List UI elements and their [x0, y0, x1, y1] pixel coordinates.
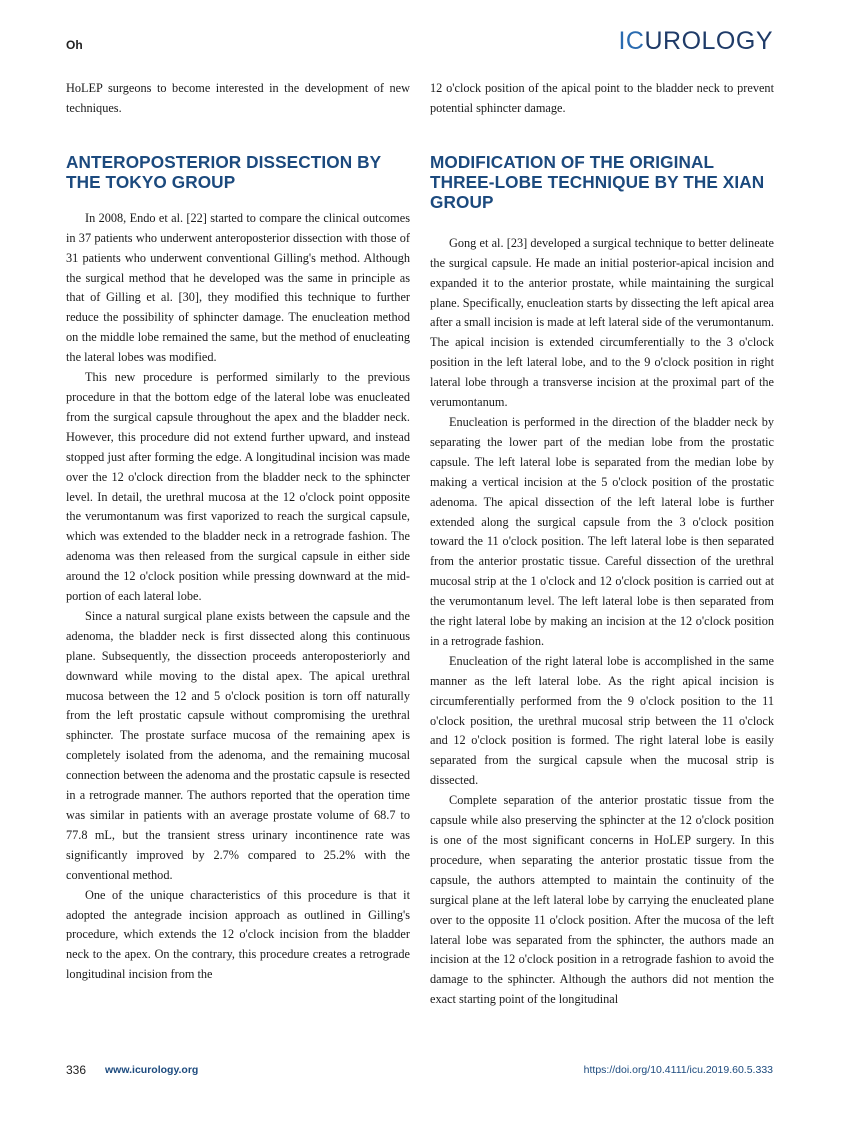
doi-link[interactable]: https://doi.org/10.4111/icu.2019.60.5.333: [583, 1064, 773, 1076]
section-heading-tokyo: ANTEROPOSTERIOR DISSECTION BY THE TOKYO GROUP: [66, 151, 381, 192]
journal-logo-ic: IC: [618, 27, 645, 55]
running-header-author: Oh: [66, 38, 83, 52]
body-paragraph: One of the unique characteristics of this procedure is that it adopted the antegrade incision approach as outlined in Gilling's procedure, which extends the 12 o'clock incision from the bladder neck to the apex. On the contrary, this procedure creates a retrograde longitudinal incision from the: [66, 887, 410, 982]
body-paragraph: Enucleation is performed in the direction of the bladder neck by separating the lower part of the median lobe from the prostatic capsule. The left lateral lobe is separated from the median lobe by making a vertical incision at the 5 o'clock position of the prostatic adenoma. The apical dissection of the left lateral lobe is further extended along the surgical capsule from the 3 o'clock position toward the 11 o'clock position. The left lateral lobe is then separated from the anterior prostatic tissue. Careful dissection of the urethral mucosal strip at the 1 o'clock and 12 o'clock position is carried out at the verumontanum level. The left lateral lobe is then separated from the right lateral lobe by making an incision at the 12 o'clock position in a retrograde fashion.: [430, 414, 774, 648]
body-paragraph: Complete separation of the anterior prostatic tissue from the capsule while also preserving the sphincter at the 12 o'clock position is one of the most significant concerns in HoLEP surgery. In this procedure, when separating the anterior prostatic tissue from the capsule, the authors attempted to maintain the continuity of the surgical plane at the left lateral lobe by carrying the enucleated plane over to the opposite 11 o'clock position. After the mucosa of the left lateral lobe was separated from the sphincter, the authors made an incision at the 12 o'clock position in a retrograde fashion to avoid the damage to the sphincter. Although the authors did not mention the exact starting point of the longitudinal: [430, 793, 774, 1007]
section-heading-xian: MODIFICATION OF THE ORIGINAL THREE-LOBE TECHNIQUE BY THE XIAN GROUP: [430, 151, 765, 212]
left-column: [66, 79, 410, 985]
body-paragraph: In 2008, Endo et al. [22] started to compare the clinical outcomes in 37 patients who underwent anteroposterior dissection with those of 31 patients who underwent conventional Gilling's method. Although the surgical method that he developed was the same in principle as that of Gilling et al. [30], they modified this technique to further reduce the possibility of sphincter damage. The enucleation method on the middle lobe remained the same, but the method of enucleating the lateral lobes was modified.: [66, 210, 410, 365]
body-paragraph: This new procedure is performed similarly to the previous procedure in that the bottom edge of the lateral lobe was enucleated from the surgical capsule throughout the apex and the bladder neck. However, this procedure did not extend further upward, and instead stopped just after forming the edge. A longitudinal incision was made over the 12 o'clock direction from the bladder neck to the sphincter level. In detail, the urethral mucosa at the 12 o'clock point opposite the verumontanum was first vaporized to reach the surgical capsule, which was extended to the bladder neck in a retrograde fashion. The adenoma was then released from the surgical capsule in either side around the 12 o'clock position while pressing downward at the mid-portion of each lateral lobe.: [66, 370, 410, 604]
journal-logo: [618, 27, 773, 56]
body-paragraph: Enucleation of the right lateral lobe is accomplished in the same manner as the left lateral lobe. As the right apical incision is circumferentially performed from the 9 o'clock position to the 11 o'clock position, the urethral mucosal strip between the 11 o'clock and 12 o'clock position is formed. The right lateral lobe is easily separated from the surgical capsule when the mucosal strip is dissected.: [430, 653, 774, 788]
journal-logo-text: UROLOGY: [644, 27, 773, 55]
right-column: [430, 79, 774, 1010]
body-paragraph: Since a natural surgical plane exists between the capsule and the adenoma, the bladder neck is first dissected along this continuous plane. Subsequently, the dissection proceeds anteroposteriorly and downward while moving to the distal apex. The apical urethral mucosa between the 12 and 5 o'clock position is torn off naturally from the left prostatic capsule without compromising the urethral sphincter. The prostate surface mucosa of the remaining apex is completely isolated from the adenoma, and the remaining mucosal connection between the adenoma and the prostatic capsule is resected in a retrograde manner. The authors reported that the operation time was similar in patients with an average prostate volume of 68.7 to 77.8 mL, but the transient stress urinary incontinence rate was significantly improved by 2.7% compared to 25.2% with the conventional method.: [66, 608, 410, 882]
journal-website-link[interactable]: www.icurology.org: [105, 1064, 199, 1076]
left-intro-paragraph: HoLEP surgeons to become interested in the development of new techniques.: [66, 81, 410, 115]
page-number: 336: [66, 1063, 87, 1077]
body-paragraph: Gong et al. [23] developed a surgical technique to better delineate the surgical capsule. He made an initial posterior-apical incision and expanded it to the anterior prostate, while maintaining the surgical plane. Specifically, enucleation starts by dissecting the left apical area after a small incision is made at left lateral side of the verumontanum. The apical incision is extended circumferentially to the 3 o'clock position in the left lateral lobe, and to the 9 o'clock position in right lateral lobe through a transverse incision at the proximal part of the verumontanum.: [430, 235, 774, 410]
right-intro-paragraph: 12 o'clock position of the apical point to the bladder neck to prevent potential sphincter damage.: [430, 81, 774, 115]
